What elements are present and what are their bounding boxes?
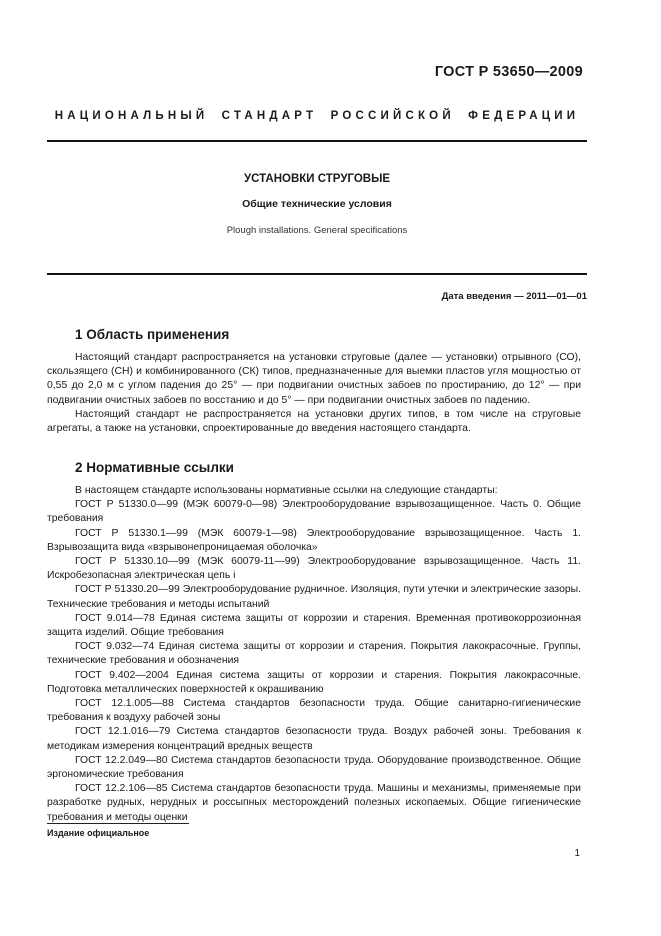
- reference-item: ГОСТ Р 51330.10—99 (МЭК 60079-11—99) Электрооборудование взрывозащищенное. Часть 11. Искробезопасная электрическая цепь i: [47, 556, 581, 582]
- top-divider: [47, 140, 587, 142]
- section-1-heading: 1 Область применения: [75, 327, 230, 342]
- paragraph: В настоящем стандарте использованы нормативные ссылки на следующие стандарты:: [75, 485, 498, 496]
- reference-item: ГОСТ 9.014—78 Единая система защиты от коррозии и старения. Временная противокоррозионная защита изделий. Общие требования: [47, 612, 581, 639]
- reference-item: ГОСТ 9.032—74 Единая система защиты от коррозии и старения. Покрытия лакокрасочные. Группы, технические требования и обозначения: [47, 641, 581, 667]
- section-1-body: [47, 351, 581, 436]
- reference-item: ГОСТ 12.2.106—85 Система стандартов безопасности труда. Машины и механизмы, применяемые при разработке рудных, нерудных и россыпных месторождений полезных ископаемых. Общие гигиенические требования и методы оценки: [47, 783, 581, 823]
- reference-item: ГОСТ Р 51330.1—99 (МЭК 60079-1—98) Электрооборудование взрывозащищенное. Часть 1. Взрывозащита вида «взрывонепроницаемая оболочка»: [47, 527, 581, 553]
- paragraph: Настоящий стандарт не распространяется на установки других типов, в том числе на струговые агрегаты, а также на установки, спроектированные до введения настоящего стандарта.: [47, 408, 581, 435]
- reference-item: ГОСТ Р 51330.20—99 Электрооборудование рудничное. Изоляция, пути утечки и электрические зазоры. Технические требования и методы испытаний: [47, 584, 581, 610]
- section-2-body: [47, 484, 581, 825]
- reference-item: ГОСТ 12.1.016—79 Система стандартов безопасности труда. Воздух рабочей зоны. Требования к методикам измерения концентраций вредных веществ: [47, 726, 581, 752]
- section-2-heading: 2 Нормативные ссылки: [75, 460, 234, 475]
- reference-item: ГОСТ Р 51330.0—99 (МЭК 60079-0—98) Электрооборудование взрывозащищенное. Часть 0. Общие требования: [47, 499, 581, 525]
- page-number: 1: [574, 848, 580, 859]
- introduction-date: Дата введения — 2011—01—01: [441, 291, 587, 302]
- reference-item: ГОСТ 9.402—2004 Единая система защиты от коррозии и старения. Покрытия лакокрасочные. Подготовка металлических поверхностей к окрашиванию: [47, 669, 581, 695]
- standard-subtitle: Общие технические условия: [242, 198, 392, 210]
- document-code: ГОСТ Р 53650—2009: [434, 64, 583, 80]
- paragraph: Настоящий стандарт распространяется на установки струговые (далее — установки) отрывного (СО), скользящего (СН) и комбинированного (СК) типов, предназначенные для выемки пластов угля мощностью от 0,55 до 2,0 м с углом падения до 25° — при подвигании очистных забоев по простиранию, до 12° — при подвигании очистных забоев по восстанию и до 5° — при подвигании очистных забоев по падению.: [47, 352, 581, 406]
- official-edition-note: Издание официальное: [47, 828, 150, 838]
- standard-title: УСТАНОВКИ СТРУГОВЫЕ: [243, 173, 391, 185]
- footer-divider: [47, 823, 189, 824]
- reference-item: ГОСТ 12.1.005—88 Система стандартов безопасности труда. Общие санитарно-гигиенические требования к воздуху рабочей зоны: [47, 698, 581, 724]
- national-standard-title: НАЦИОНАЛЬНЫЙ СТАНДАРТ РОССИЙСКОЙ ФЕДЕРАЦИИ: [54, 110, 580, 122]
- english-title: Plough installations. General specifications: [226, 225, 408, 236]
- reference-item: ГОСТ 12.2.049—80 Система стандартов безопасности труда. Оборудование производственное. Общие эргономические требования: [47, 754, 581, 781]
- title-divider: [47, 273, 587, 275]
